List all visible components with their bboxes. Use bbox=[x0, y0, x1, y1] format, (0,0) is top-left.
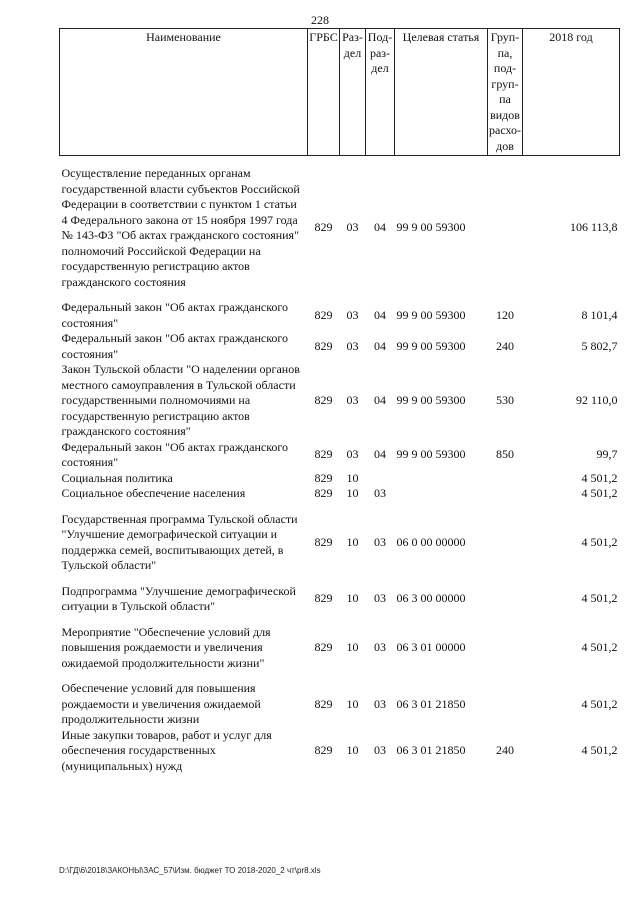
row-grbs: 829 bbox=[314, 534, 333, 549]
row-name: Федеральный закон "Об актах гражданского состояния" bbox=[61, 300, 289, 330]
row-name: Обеспечение условий для повышения рождаемости и увеличения ожидаемой продолжительности жизни bbox=[61, 681, 261, 726]
table-row bbox=[60, 681, 620, 728]
row-podrazdel: 03 bbox=[374, 640, 386, 654]
row-grbs: 829 bbox=[314, 393, 333, 407]
table-header-row bbox=[60, 29, 620, 156]
row-name: Осуществление переданных органам государственной власти субъектов Российской Федерации в соответствии с пунктом 1 статьи 4 Федерального закона от 15 ноября 1997 года № 143-ФЗ "Об актах гражданского состояния" полномочий Российской Федерации на государственную регистрацию актов гражданского состояния bbox=[61, 166, 300, 289]
row-podrazdel: 03 bbox=[374, 591, 386, 606]
row-grbs: 829 bbox=[314, 447, 333, 462]
table-row bbox=[60, 300, 620, 331]
table-row bbox=[60, 331, 620, 362]
row-amount: 5 802,7 bbox=[581, 338, 618, 353]
row-name: Иные закупки товаров, работ и услуг для обеспечения государственных (муниципальных) нужд bbox=[61, 727, 272, 773]
row-podrazdel: 04 bbox=[374, 393, 386, 407]
row-group bbox=[488, 486, 523, 502]
row-name: Федеральный закон "Об актах гражданского состояния" bbox=[61, 439, 289, 469]
row-razdel: 10 bbox=[346, 696, 359, 711]
header-podrazdel: Под-раз-дел bbox=[366, 29, 395, 156]
row-group: 530 bbox=[496, 393, 514, 407]
row-amount: 8 101,4 bbox=[581, 307, 618, 322]
row-group bbox=[488, 471, 523, 487]
row-target: 06 3 01 00000 bbox=[396, 640, 466, 654]
row-podrazdel: 04 bbox=[374, 220, 386, 235]
row-grbs: 829 bbox=[314, 307, 333, 322]
row-group bbox=[488, 166, 523, 290]
page-number: 228 bbox=[311, 13, 329, 27]
table-row bbox=[60, 471, 620, 487]
row-name: Федеральный закон "Об актах гражданского состояния" bbox=[61, 331, 289, 361]
row-podrazdel bbox=[366, 471, 395, 487]
row-podrazdel: 03 bbox=[374, 743, 386, 757]
row-amount: 4 501,2 bbox=[581, 534, 618, 549]
header-razdel: Раз-дел bbox=[340, 29, 366, 156]
row-group: 240 bbox=[496, 338, 514, 353]
row-razdel: 03 bbox=[346, 307, 359, 322]
row-grbs: 829 bbox=[314, 338, 333, 353]
row-target: 99 9 00 59300 bbox=[396, 393, 466, 407]
row-razdel: 10 bbox=[346, 486, 359, 500]
table-row bbox=[60, 584, 620, 615]
row-amount: 4 501,2 bbox=[581, 470, 618, 485]
row-grbs: 829 bbox=[314, 220, 333, 235]
row-amount: 106 113,8 bbox=[569, 220, 618, 235]
row-podrazdel: 04 bbox=[374, 338, 386, 353]
row-amount: 4 501,2 bbox=[581, 696, 618, 711]
row-razdel: 03 bbox=[346, 393, 359, 407]
row-group bbox=[488, 625, 523, 672]
row-group bbox=[488, 681, 523, 728]
row-grbs: 829 bbox=[314, 640, 333, 654]
row-amount: 4 501,2 bbox=[581, 743, 618, 757]
row-podrazdel: 03 bbox=[374, 486, 386, 500]
header-name: Наименование bbox=[60, 29, 308, 156]
row-razdel: 10 bbox=[346, 591, 359, 606]
row-group bbox=[488, 584, 523, 615]
table-row bbox=[60, 362, 620, 440]
footer-file-path: D:\ГД\6\2018\ЗАКОНЫ\ЗАС_57\Изм. бюджет ТО 2018-2020_2 чт\pr8.xls bbox=[59, 866, 321, 875]
row-name: Подпрограмма "Улучшение демографической ситуации в Тульской области" bbox=[61, 583, 296, 613]
row-target: 99 9 00 59300 bbox=[396, 447, 466, 462]
row-group bbox=[488, 512, 523, 574]
row-podrazdel: 03 bbox=[374, 696, 386, 711]
row-podrazdel: 04 bbox=[374, 307, 386, 322]
row-target bbox=[395, 471, 488, 487]
table-row bbox=[60, 166, 620, 290]
row-grbs: 829 bbox=[314, 486, 333, 500]
row-group: 240 bbox=[496, 743, 514, 757]
row-target: 06 0 00 00000 bbox=[396, 534, 466, 549]
row-grbs: 829 bbox=[314, 696, 333, 711]
header-group: Груп-па, под-груп-па видов расхо-дов bbox=[488, 29, 523, 156]
row-group: 120 bbox=[496, 307, 514, 322]
row-grbs: 829 bbox=[314, 470, 333, 485]
row-amount: 99,7 bbox=[596, 447, 618, 462]
row-razdel: 10 bbox=[346, 470, 359, 485]
table-row bbox=[60, 486, 620, 502]
row-name: Социальная политика bbox=[61, 470, 173, 485]
budget-table bbox=[59, 28, 620, 774]
row-target bbox=[395, 486, 488, 502]
row-razdel: 10 bbox=[346, 534, 359, 549]
table-row bbox=[60, 512, 620, 574]
row-grbs: 829 bbox=[314, 743, 333, 757]
row-target: 06 3 01 21850 bbox=[396, 743, 466, 757]
row-name: Социальное обеспечение населения bbox=[61, 486, 246, 500]
row-razdel: 03 bbox=[346, 338, 359, 353]
table-row bbox=[60, 625, 620, 672]
row-group: 850 bbox=[496, 447, 514, 462]
row-podrazdel: 03 bbox=[374, 534, 386, 549]
row-target: 99 9 00 59300 bbox=[396, 220, 466, 235]
table-row bbox=[60, 728, 620, 775]
row-podrazdel: 04 bbox=[374, 447, 386, 462]
table-row bbox=[60, 440, 620, 471]
row-amount: 4 501,2 bbox=[581, 486, 618, 500]
header-year: 2018 год bbox=[523, 29, 620, 156]
row-grbs: 829 bbox=[314, 591, 333, 606]
header-grbs: ГРБС bbox=[308, 29, 340, 156]
row-razdel: 03 bbox=[346, 447, 359, 462]
header-target: Целевая статья bbox=[395, 29, 488, 156]
row-razdel: 03 bbox=[346, 220, 359, 235]
row-target: 99 9 00 59300 bbox=[396, 307, 466, 322]
row-razdel: 10 bbox=[346, 743, 359, 757]
row-target: 06 3 00 00000 bbox=[396, 591, 466, 606]
row-name: Мероприятие "Обеспечение условий для повышения рождаемости и увеличения ожидаемой продолжительности жизни" bbox=[61, 624, 271, 670]
row-target: 06 3 01 21850 bbox=[396, 696, 466, 711]
row-razdel: 10 bbox=[346, 640, 359, 654]
row-amount: 4 501,2 bbox=[581, 591, 618, 606]
row-name: Государственная программа Тульской области "Улучшение демографической ситуации и поддержка семей, воспитывающих детей, в Тульской области" bbox=[61, 511, 298, 572]
row-target: 99 9 00 59300 bbox=[396, 338, 466, 353]
row-name: Закон Тульской области "О наделении органов местного самоуправления в Тульской области государственными полномочиями на государственную регистрацию актов гражданского состояния" bbox=[61, 362, 300, 438]
row-amount: 4 501,2 bbox=[581, 640, 618, 654]
row-amount: 92 110,0 bbox=[575, 393, 618, 407]
